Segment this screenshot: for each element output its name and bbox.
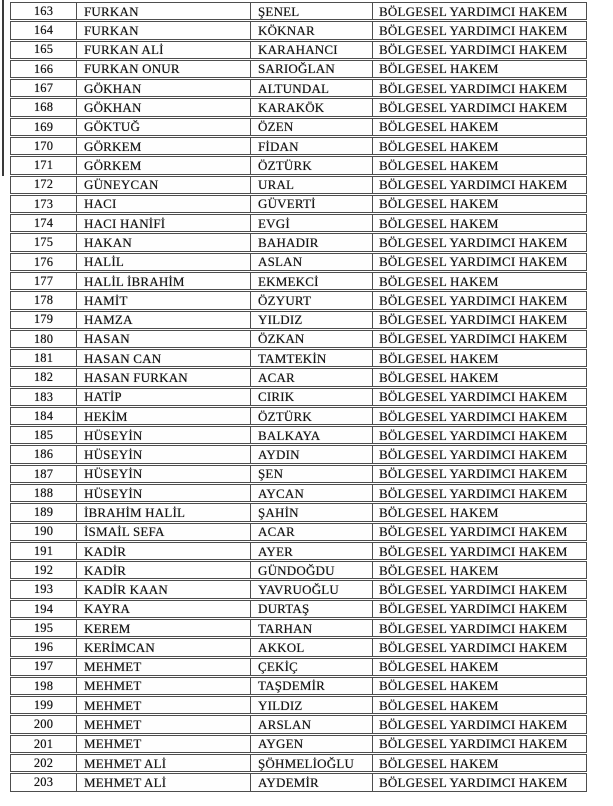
first-name-cell: HÜSEYİN <box>77 466 251 482</box>
first-name-cell: HASAN CAN <box>77 350 251 366</box>
first-name-cell: İBRAHİM HALİL <box>77 504 251 520</box>
first-name-cell: KADİR KAAN <box>77 581 251 597</box>
table-row <box>10 523 587 541</box>
last-name-cell: BALKAYA <box>251 427 373 443</box>
last-name-cell: YAVRUOĞLU <box>251 581 373 597</box>
table-row <box>10 619 587 637</box>
referee-title-cell: BÖLGESEL YARDIMCI HAKEM <box>379 717 568 733</box>
table-row <box>10 176 587 194</box>
row-number-cell: 163 <box>11 3 77 19</box>
referee-title-cell: BÖLGESEL YARDIMCI HAKEM <box>379 736 568 752</box>
first-name-cell: MEHMET ALİ <box>77 755 251 771</box>
table-row <box>10 407 587 425</box>
referee-title-cell: BÖLGESEL YARDIMCI HAKEM <box>379 774 568 790</box>
last-name-cell: ŞÖHMELİOĞLU <box>251 755 373 771</box>
referee-title-cell: BÖLGESEL YARDIMCI HAKEM <box>379 447 568 463</box>
last-name-cell: AYDEMİR <box>251 774 373 790</box>
table-row <box>10 60 587 78</box>
table-row <box>10 484 587 502</box>
table-row <box>10 368 587 386</box>
referee-title-cell: BÖLGESEL HAKEM <box>379 61 499 77</box>
table-row <box>10 561 587 579</box>
last-name-cell: ÖZYURT <box>251 292 373 308</box>
table-row <box>10 2 587 20</box>
last-name-cell: ŞAHİN <box>251 504 373 520</box>
table-row <box>10 600 587 618</box>
row-number-cell: 170 <box>11 138 77 154</box>
first-name-cell: FURKAN ONUR <box>77 61 251 77</box>
referee-title-cell: BÖLGESEL YARDIMCI HAKEM <box>379 3 568 19</box>
referee-title-cell: BÖLGESEL HAKEM <box>379 659 499 675</box>
last-name-cell: ALTUNDAL <box>251 80 373 96</box>
row-number-cell: 172 <box>11 177 77 193</box>
last-name-cell: CIRIK <box>251 389 373 405</box>
row-number-cell: 197 <box>11 659 77 675</box>
referee-title-cell: BÖLGESEL YARDIMCI HAKEM <box>379 22 568 38</box>
first-name-cell: İSMAİL SEFA <box>77 524 251 540</box>
row-number-cell: 198 <box>11 678 77 694</box>
table-row <box>10 137 587 155</box>
row-number-cell: 179 <box>11 312 77 328</box>
referee-title-cell: BÖLGESEL YARDIMCI HAKEM <box>379 620 568 636</box>
table-row <box>10 291 587 309</box>
referee-title-cell: BÖLGESEL HAKEM <box>379 273 499 289</box>
first-name-cell: GÖKHAN <box>77 99 251 115</box>
last-name-cell: EKMEKCİ <box>251 273 373 289</box>
first-name-cell: HACI HANİFİ <box>77 215 251 231</box>
first-name-cell: HALİL <box>77 254 251 270</box>
first-name-cell: MEHMET <box>77 736 251 752</box>
first-name-cell: HASAN <box>77 331 251 347</box>
first-name-cell: MEHMET <box>77 697 251 713</box>
referee-title-cell: BÖLGESEL YARDIMCI HAKEM <box>379 312 568 328</box>
row-number-cell: 184 <box>11 408 77 424</box>
referee-title-cell: BÖLGESEL HAKEM <box>379 157 499 173</box>
referee-title-cell: BÖLGESEL HAKEM <box>379 119 499 135</box>
table-row <box>10 658 587 676</box>
row-number-cell: 185 <box>11 427 77 443</box>
last-name-cell: YILDIZ <box>251 312 373 328</box>
row-number-cell: 202 <box>11 755 77 771</box>
last-name-cell: AYER <box>251 543 373 559</box>
referee-title-cell: BÖLGESEL HAKEM <box>379 755 499 771</box>
first-name-cell: HAMİT <box>77 292 251 308</box>
row-number-cell: 181 <box>11 350 77 366</box>
row-number-cell: 171 <box>11 157 77 173</box>
referee-title-cell: BÖLGESEL HAKEM <box>379 215 499 231</box>
row-number-cell: 203 <box>11 774 77 790</box>
row-number-cell: 173 <box>11 196 77 212</box>
row-number-cell: 177 <box>11 273 77 289</box>
last-name-cell: ACAR <box>251 524 373 540</box>
referee-title-cell: BÖLGESEL HAKEM <box>379 562 499 578</box>
referee-title-cell: BÖLGESEL YARDIMCI HAKEM <box>379 331 568 347</box>
row-number-cell: 165 <box>11 42 77 58</box>
first-name-cell: KADİR <box>77 562 251 578</box>
referee-list-table <box>10 2 587 793</box>
table-row <box>10 735 587 753</box>
table-row <box>10 542 587 560</box>
first-name-cell: HÜSEYİN <box>77 427 251 443</box>
row-number-cell: 174 <box>11 215 77 231</box>
first-name-cell: HATİP <box>77 389 251 405</box>
referee-title-cell: BÖLGESEL YARDIMCI HAKEM <box>379 408 568 424</box>
row-number-cell: 200 <box>11 716 77 732</box>
referee-title-cell: BÖLGESEL YARDIMCI HAKEM <box>379 100 568 116</box>
first-name-cell: FURKAN <box>77 22 251 38</box>
first-name-cell: GÜNEYCAN <box>77 177 251 193</box>
referee-title-cell: BÖLGESEL YARDIMCI HAKEM <box>379 292 568 308</box>
referee-title-cell: BÖLGESEL YARDIMCI HAKEM <box>379 427 568 443</box>
referee-title-cell: BÖLGESEL YARDIMCI HAKEM <box>379 389 568 405</box>
row-number-cell: 175 <box>11 234 77 250</box>
last-name-cell: FİDAN <box>251 138 373 154</box>
referee-title-cell: BÖLGESEL YARDIMCI HAKEM <box>379 543 568 559</box>
table-row <box>10 349 587 367</box>
last-name-cell: YILDIZ <box>251 697 373 713</box>
table-row <box>10 754 587 772</box>
first-name-cell: FURKAN <box>77 3 251 19</box>
row-number-cell: 190 <box>11 524 77 540</box>
last-name-cell: ÖZKAN <box>251 331 373 347</box>
row-number-cell: 164 <box>11 22 77 38</box>
last-name-cell: ASLAN <box>251 254 373 270</box>
table-row <box>10 156 587 174</box>
first-name-cell: MEHMET <box>77 678 251 694</box>
table-row <box>10 272 587 290</box>
referee-title-cell: BÖLGESEL YARDIMCI HAKEM <box>379 524 568 540</box>
table-row <box>10 388 587 406</box>
row-number-cell: 192 <box>11 562 77 578</box>
last-name-cell: DURTAŞ <box>251 601 373 617</box>
last-name-cell: TAŞDEMİR <box>251 678 373 694</box>
last-name-cell: ÇEKİÇ <box>251 659 373 675</box>
row-number-cell: 166 <box>11 61 77 77</box>
table-row <box>10 696 587 714</box>
row-number-cell: 168 <box>11 99 77 115</box>
last-name-cell: GÜVERTİ <box>251 196 373 212</box>
last-name-cell: AYGEN <box>251 736 373 752</box>
last-name-cell: ARSLAN <box>251 716 373 732</box>
first-name-cell: KERİMCAN <box>77 639 251 655</box>
row-number-cell: 201 <box>11 736 77 752</box>
row-number-cell: 194 <box>11 601 77 617</box>
first-name-cell: GÖRKEM <box>77 138 251 154</box>
referee-title-cell: BÖLGESEL HAKEM <box>379 678 499 694</box>
first-name-cell: MEHMET ALİ <box>77 774 251 790</box>
table-row <box>10 445 587 463</box>
last-name-cell: EVGİ <box>251 215 373 231</box>
table-row <box>10 195 587 213</box>
table-row <box>10 715 587 733</box>
last-name-cell: ÖZTÜRK <box>251 408 373 424</box>
referee-title-cell: BÖLGESEL YARDIMCI HAKEM <box>379 466 568 482</box>
referee-title-cell: BÖLGESEL YARDIMCI HAKEM <box>379 235 568 251</box>
row-number-cell: 199 <box>11 697 77 713</box>
table-row <box>10 311 587 329</box>
referee-title-cell: BÖLGESEL YARDIMCI HAKEM <box>379 177 568 193</box>
referee-title-cell: BÖLGESEL YARDIMCI HAKEM <box>379 582 568 598</box>
last-name-cell: GÜNDOĞDU <box>251 562 373 578</box>
row-number-cell: 188 <box>11 485 77 501</box>
table-row <box>10 214 587 232</box>
last-name-cell: TAMTEKİN <box>251 350 373 366</box>
last-name-cell: ŞEN <box>251 466 373 482</box>
last-name-cell: AYDIN <box>251 446 373 462</box>
first-name-cell: HALİL İBRAHİM <box>77 273 251 289</box>
last-name-cell: ACAR <box>251 369 373 385</box>
first-name-cell: HÜSEYİN <box>77 485 251 501</box>
table-row <box>10 21 587 39</box>
first-name-cell: HAMZA <box>77 312 251 328</box>
table-row <box>10 253 587 271</box>
referee-title-cell: BÖLGESEL HAKEM <box>379 697 499 713</box>
first-name-cell: HACI <box>77 196 251 212</box>
table-row <box>10 465 587 483</box>
row-number-cell: 183 <box>11 389 77 405</box>
referee-title-cell: BÖLGESEL HAKEM <box>379 196 499 212</box>
row-number-cell: 195 <box>11 620 77 636</box>
last-name-cell: BAHADIR <box>251 234 373 250</box>
last-name-cell: KÖKNAR <box>251 22 373 38</box>
first-name-cell: FURKAN ALİ <box>77 42 251 58</box>
last-name-cell: SARIOĞLAN <box>251 61 373 77</box>
last-name-cell: ÖZEN <box>251 119 373 135</box>
row-number-cell: 191 <box>11 543 77 559</box>
table-row <box>10 773 587 791</box>
table-row <box>10 41 587 59</box>
row-number-cell: 189 <box>11 504 77 520</box>
table-row <box>10 330 587 348</box>
last-name-cell: KARAHANCI <box>251 42 373 58</box>
referee-title-cell: BÖLGESEL HAKEM <box>379 369 499 385</box>
row-number-cell: 180 <box>11 331 77 347</box>
referee-title-cell: BÖLGESEL HAKEM <box>379 504 499 520</box>
first-name-cell: GÖRKEM <box>77 157 251 173</box>
scan-artifact-line <box>2 0 4 176</box>
referee-title-cell: BÖLGESEL HAKEM <box>379 350 499 366</box>
table-row <box>10 503 587 521</box>
table-row <box>10 233 587 251</box>
first-name-cell: KEREM <box>77 620 251 636</box>
last-name-cell: TARHAN <box>251 620 373 636</box>
last-name-cell: URAL <box>251 177 373 193</box>
first-name-cell: KAYRA <box>77 601 251 617</box>
row-number-cell: 193 <box>11 581 77 597</box>
row-number-cell: 186 <box>11 446 77 462</box>
first-name-cell: HAKAN <box>77 234 251 250</box>
first-name-cell: GÖKTUĞ <box>77 119 251 135</box>
table-row <box>10 677 587 695</box>
first-name-cell: HASAN FURKAN <box>77 369 251 385</box>
table-row <box>10 79 587 97</box>
referee-title-cell: BÖLGESEL HAKEM <box>379 138 499 154</box>
first-name-cell: GÖKHAN <box>77 80 251 96</box>
table-row <box>10 118 587 136</box>
row-number-cell: 178 <box>11 292 77 308</box>
table-row <box>10 638 587 656</box>
first-name-cell: HÜSEYİN <box>77 446 251 462</box>
first-name-cell: KADİR <box>77 543 251 559</box>
last-name-cell: KARAKÖK <box>251 99 373 115</box>
table-row <box>10 580 587 598</box>
referee-title-cell: BÖLGESEL YARDIMCI HAKEM <box>379 42 568 58</box>
row-number-cell: 187 <box>11 466 77 482</box>
last-name-cell: ŞENEL <box>251 3 373 19</box>
first-name-cell: MEHMET <box>77 659 251 675</box>
first-name-cell: MEHMET <box>77 716 251 732</box>
referee-title-cell: BÖLGESEL YARDIMCI HAKEM <box>379 639 568 655</box>
referee-title-cell: BÖLGESEL YARDIMCI HAKEM <box>379 80 568 96</box>
referee-title-cell: BÖLGESEL YARDIMCI HAKEM <box>379 601 568 617</box>
row-number-cell: 169 <box>11 119 77 135</box>
row-number-cell: 167 <box>11 80 77 96</box>
last-name-cell: ÖZTÜRK <box>251 157 373 173</box>
last-name-cell: AYCAN <box>251 485 373 501</box>
row-number-cell: 176 <box>11 254 77 270</box>
first-name-cell: HEKİM <box>77 408 251 424</box>
referee-title-cell: BÖLGESEL YARDIMCI HAKEM <box>379 485 568 501</box>
referee-title-cell: BÖLGESEL YARDIMCI HAKEM <box>379 254 568 270</box>
table-row <box>10 426 587 444</box>
table-row <box>10 98 587 116</box>
row-number-cell: 182 <box>11 369 77 385</box>
last-name-cell: AKKOL <box>251 639 373 655</box>
row-number-cell: 196 <box>11 639 77 655</box>
